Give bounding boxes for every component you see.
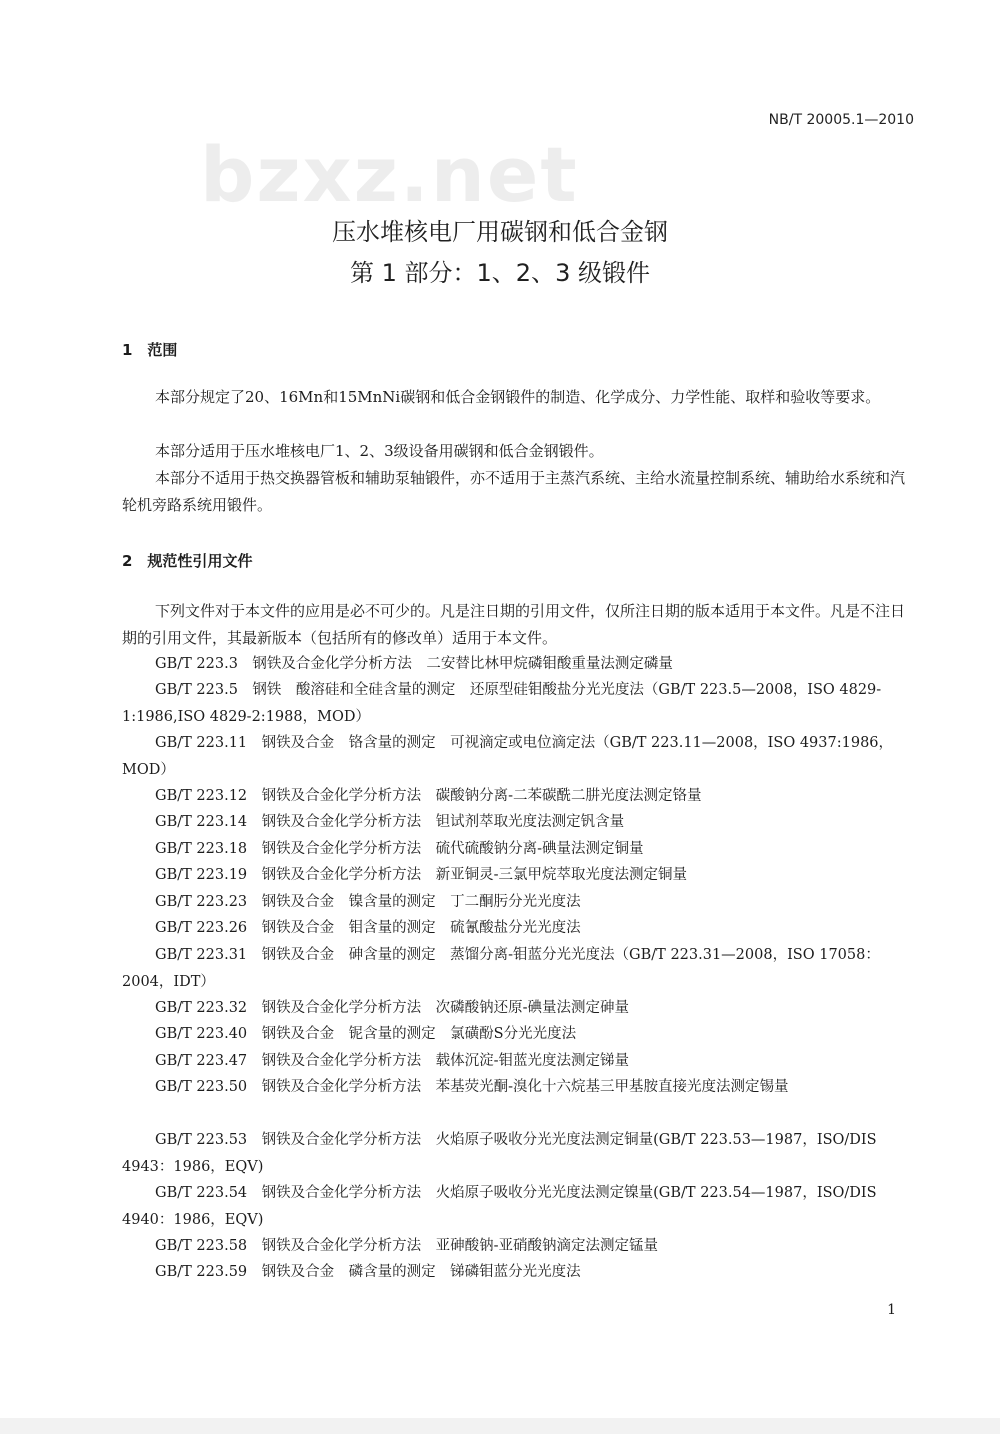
reference-text: GB/T 223.23 钢铁及合金 镍含量的测定 丁二酮肟分光光度法 <box>155 894 581 910</box>
reference-item <box>122 862 914 889</box>
watermark: bzxz.net <box>200 130 579 219</box>
reference-text: GB/T 223.12 钢铁及合金化学分析方法 碳酸钠分离-二苯碳酰二肼光度法测定铬量 <box>155 788 702 804</box>
reference-item <box>122 730 914 783</box>
section-1-paragraph: 本部分不适用于热交换器管板和辅助泵轴锻件，亦不适用于主蒸汽系统、主给水流量控制系统、辅助给水系统和汽轮机旁路系统用锻件。 <box>122 469 906 514</box>
reference-text: GB/T 223.32 钢铁及合金化学分析方法 次磷酸钠还原-碘量法测定砷量 <box>155 1000 630 1016</box>
page-number: 1 <box>887 1302 896 1318</box>
reference-item <box>122 1127 914 1180</box>
reference-item <box>122 1259 914 1286</box>
standard-number: NB/T 20005.1—2010 <box>768 112 914 128</box>
reference-item <box>122 942 914 995</box>
section-1-paragraph: 本部分规定了20、16Mn和15MnNi碳钢和低合金钢锻件的制造、化学成分、力学性能、取样和验收等要求。 <box>155 388 881 406</box>
bottom-margin-band <box>0 1418 1000 1434</box>
reference-item <box>122 1048 914 1075</box>
reference-item <box>122 677 914 730</box>
reference-text: GB/T 223.59 钢铁及合金 磷含量的测定 锑磷钼蓝分光光度法 <box>155 1264 581 1280</box>
reference-item <box>122 1021 914 1048</box>
reference-item <box>122 889 914 916</box>
section-1-heading: 1 范围 <box>122 341 178 359</box>
reference-text: GB/T 223.3 钢铁及合金化学分析方法 二安替比林甲烷磷钼酸重量法测定磷量 <box>155 656 673 672</box>
section-2-intro: 下列文件对于本文件的应用是必不可少的。凡是注日期的引用文件，仅所注日期的版本适用于本文件。凡是不注日期的引用文件，其最新版本（包括所有的修改单）适用于本文件。 <box>122 602 906 647</box>
reference-item <box>122 1074 914 1101</box>
reference-item <box>122 915 914 942</box>
reference-text: GB/T 223.54 钢铁及合金化学分析方法 火焰原子吸收分光光度法测定镍量(GB/T 223.54—1987，ISO/DIS 4940：1986，EQV) <box>122 1185 877 1228</box>
reference-item <box>122 995 914 1022</box>
reference-item <box>122 1233 914 1260</box>
reference-text: GB/T 223.5 钢铁 酸溶硅和全硅含量的测定 还原型硅钼酸盐分光光度法（GB/T 223.5—2008，ISO 4829-1:1986,ISO 4829-2:1988，MOD） <box>122 682 882 725</box>
reference-text: GB/T 223.31 钢铁及合金 砷含量的测定 蒸馏分离-钼蓝分光光度法（GB/T 223.31—2008，ISO 17058：2004，IDT） <box>122 947 880 990</box>
reference-item <box>122 836 914 863</box>
reference-item <box>122 1180 914 1233</box>
reference-item <box>122 651 914 678</box>
reference-text: GB/T 223.19 钢铁及合金化学分析方法 新亚铜灵-三氯甲烷萃取光度法测定铜量 <box>155 867 688 883</box>
reference-text: GB/T 223.58 钢铁及合金化学分析方法 亚砷酸钠-亚硝酸钠滴定法测定锰量 <box>155 1238 659 1254</box>
document-title-line-1: 压水堆核电厂用碳钢和低合金钢 <box>332 218 668 246</box>
reference-text: GB/T 223.26 钢铁及合金 钼含量的测定 硫氰酸盐分光光度法 <box>155 920 581 936</box>
reference-text: GB/T 223.50 钢铁及合金化学分析方法 苯基荧光酮-溴化十六烷基三甲基胺直接光度法测定锡量 <box>155 1079 789 1095</box>
reference-item <box>122 809 914 836</box>
reference-item <box>122 783 914 810</box>
section-1-paragraph: 本部分适用于压水堆核电厂1、2、3级设备用碳钢和低合金钢锻件。 <box>155 442 604 460</box>
reference-text: GB/T 223.11 钢铁及合金 铬含量的测定 可视滴定或电位滴定法（GB/T 223.11—2008，ISO 4937:1986，MOD） <box>122 735 894 778</box>
reference-text: GB/T 223.18 钢铁及合金化学分析方法 硫代硫酸钠分离-碘量法测定铜量 <box>155 841 644 857</box>
reference-text: GB/T 223.40 钢铁及合金 铌含量的测定 氯磺酚S分光光度法 <box>155 1026 577 1042</box>
reference-text: GB/T 223.47 钢铁及合金化学分析方法 载体沉淀-钼蓝光度法测定锑量 <box>155 1053 630 1069</box>
reference-text: GB/T 223.14 钢铁及合金化学分析方法 钽试剂萃取光度法测定钒含量 <box>155 814 625 830</box>
document-title-line-2: 第 1 部分：1、2、3 级锻件 <box>350 259 650 287</box>
section-2-heading: 2 规范性引用文件 <box>122 552 253 570</box>
reference-text: GB/T 223.53 钢铁及合金化学分析方法 火焰原子吸收分光光度法测定铜量(GB/T 223.53—1987，ISO/DIS 4943：1986，EQV) <box>122 1132 877 1175</box>
